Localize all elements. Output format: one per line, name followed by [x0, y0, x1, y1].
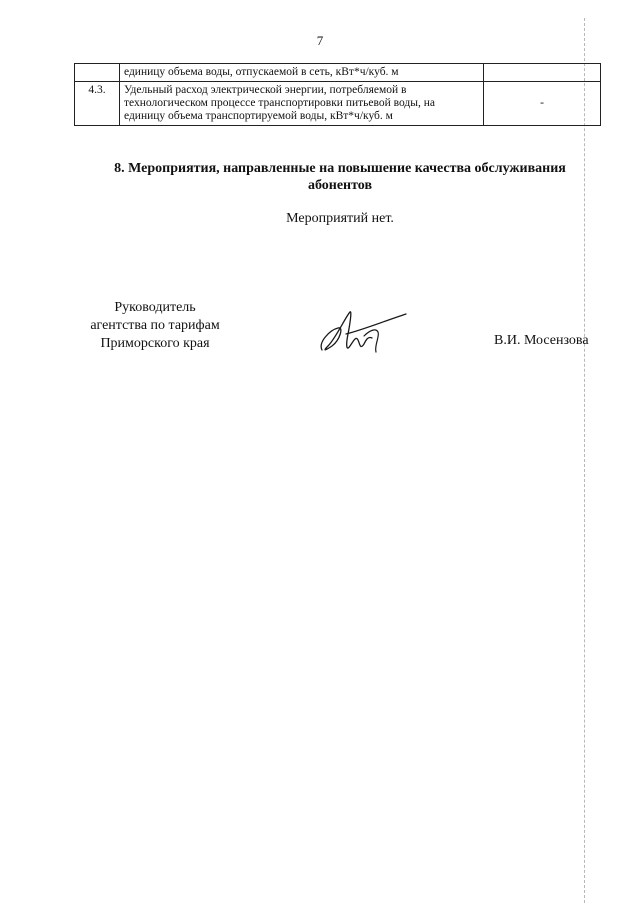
indicators-table: [74, 63, 601, 126]
section-heading: 8. Мероприятия, направленные на повышение качества обслуживания абонентов: [114, 161, 566, 193]
signer-name: В.И. Мосензова: [494, 333, 589, 348]
scan-edge-line: [584, 18, 585, 903]
handwritten-signature-icon: [316, 306, 408, 360]
row-description: Удельный расход электрической энергии, потребляемой в технологическом процессе транспортировки питьевой воды, на единицу объема транспортируемой воды, кВт*ч/куб. м: [120, 82, 484, 126]
signer-position-line: Приморского края: [100, 336, 210, 351]
signer-position: [70, 299, 240, 353]
table-row: [75, 64, 601, 82]
table-row: [75, 82, 601, 126]
section-body: Мероприятий нет.: [286, 211, 394, 226]
row-description: единицу объема воды, отпускаемой в сеть, кВт*ч/куб. м: [120, 64, 484, 82]
page-number: 7: [316, 33, 324, 48]
row-number: [75, 64, 120, 82]
signer-position-line: агентства по тарифам: [90, 318, 220, 333]
row-value: -: [484, 82, 601, 126]
signer-position-line: Руководитель: [114, 300, 196, 315]
row-number: 4.3.: [75, 82, 120, 126]
row-value: [484, 64, 601, 82]
